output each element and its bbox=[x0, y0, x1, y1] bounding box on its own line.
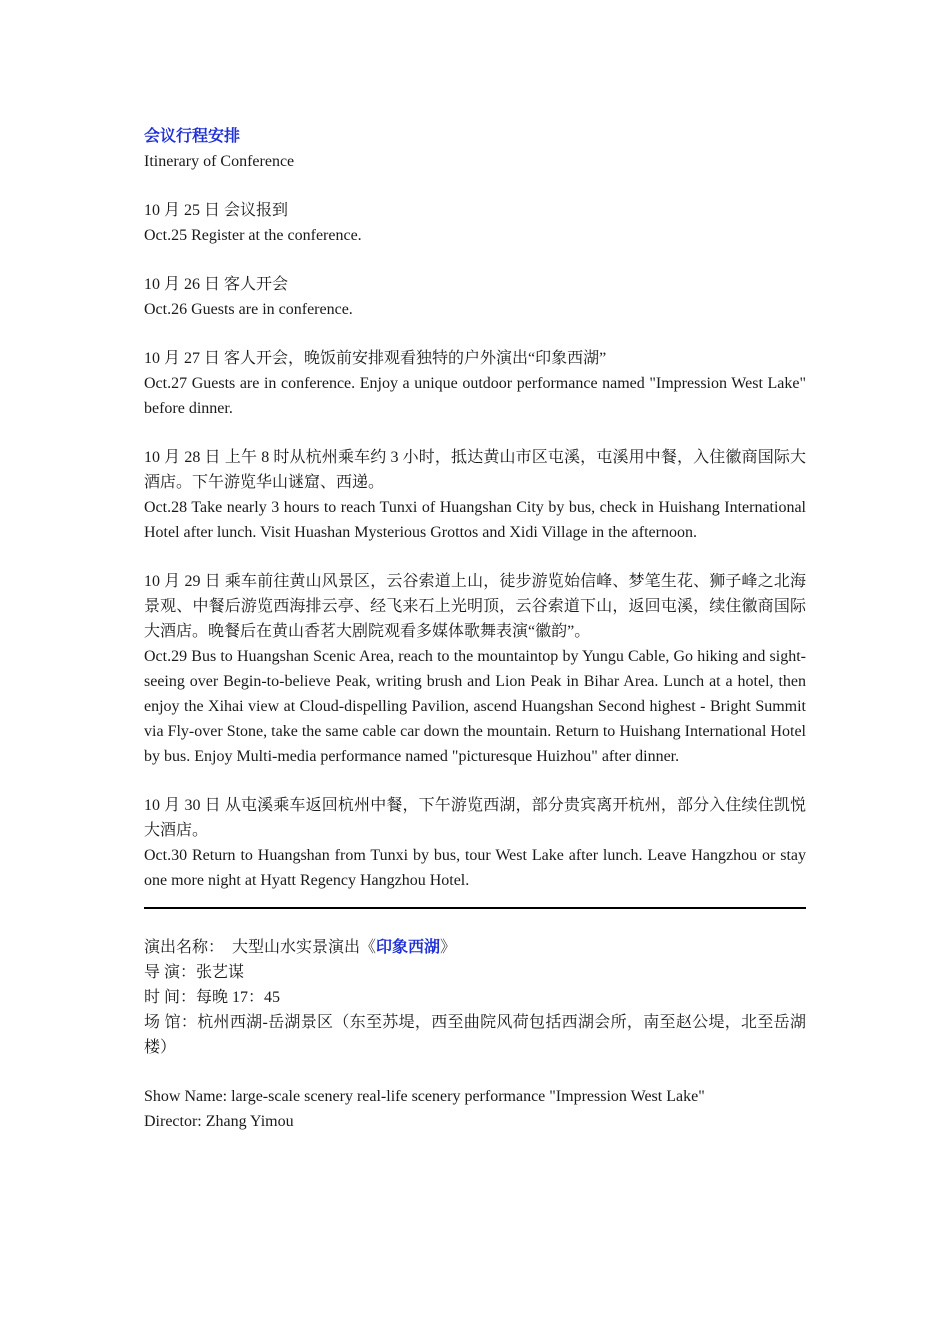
day-description-cn: 10 月 30 日 从屯溪乘车返回杭州中餐，下午游览西湖，部分贵宾离开杭州，部分入住续住凯悦大酒店。 bbox=[144, 797, 806, 839]
itinerary-title-en: Itinerary of Conference bbox=[144, 153, 295, 170]
show-name-highlight: 印象西湖 bbox=[376, 939, 441, 956]
show-name-label: 演出名称： bbox=[144, 939, 225, 956]
day-description-cn: 10 月 25 日 会议报到 bbox=[144, 202, 289, 219]
itinerary-day-oct30 bbox=[144, 793, 806, 893]
itinerary-day-oct25 bbox=[144, 198, 806, 248]
day-description-cn: 10 月 28 日 上午 8 时从杭州乘车约 3 小时，抵达黄山市区屯溪，屯溪用中餐，入住徽商国际大酒店。下午游览华山谜窟、西递。 bbox=[144, 449, 806, 491]
day-description-cn: 10 月 27 日 客人开会，晚饭前安排观看独特的户外演出“印象西湖” bbox=[144, 350, 607, 367]
show-director-en: Director: Zhang Yimou bbox=[144, 1113, 294, 1130]
show-name-en: Show Name: large-scale scenery real-life scenery performance "Impression West Lake" bbox=[144, 1088, 705, 1105]
day-description-en: Oct.28 Take nearly 3 hours to reach Tunxi of Huangshan City by bus, check in Huishang International Hotel after lunch. Visit Huashan Mysterious Grottos and Xidi Village in the afternoon. bbox=[144, 499, 806, 541]
day-description-en: Oct.25 Register at the conference. bbox=[144, 227, 362, 244]
day-description-en: Oct.30 Return to Huangshan from Tunxi by bus, tour West Lake after lunch. Leave Hangzhou or stay one more night at Hyatt Regency Hangzhou Hotel. bbox=[144, 847, 806, 889]
itinerary-day-oct29 bbox=[144, 569, 806, 769]
itinerary-day-oct27 bbox=[144, 346, 806, 421]
show-info-en bbox=[144, 1084, 806, 1134]
show-time-cn: 时 间：每晚 17：45 bbox=[144, 989, 281, 1006]
document-page bbox=[144, 124, 806, 1134]
day-description-en: Oct.26 Guests are in conference. bbox=[144, 301, 353, 318]
itinerary-title-cn: 会议行程安排 bbox=[144, 128, 241, 145]
itinerary-day-oct26 bbox=[144, 272, 806, 322]
day-description-cn: 10 月 29 日 乘车前往黄山风景区，云谷索道上山，徒步游览始信峰、梦笔生花、狮子峰之北海景观、中餐后游览西海排云亭、经飞来石上光明顶，云谷索道下山，返回屯溪，续住徽商国际大酒店。晚餐后在黄山香茗大剧院观看多媒体歌舞表演“徽韵”。 bbox=[144, 573, 806, 640]
day-description-en: Oct.29 Bus to Huangshan Scenic Area, reach to the mountaintop by Yungu Cable, Go hiking and sight-seeing over Begin-to-believe Peak, writing brush and Lion Peak in Bihar Area. Lunch at a hotel, then enjoy the Xihai view at Cloud-dispelling Pavilion, ascend Huangshan Second highest - Bright Summit via Fly-over Stone, take the same cable car down the mountain. Return to Huishang International Hotel by bus. Enjoy Multi-media performance named "picturesque Huizhou" after dinner. bbox=[144, 648, 806, 765]
show-director-cn: 导 演：张艺谋 bbox=[144, 964, 245, 981]
day-description-cn: 10 月 26 日 客人开会 bbox=[144, 276, 289, 293]
show-name-prefix: 大型山水实景演出《 bbox=[232, 939, 377, 956]
show-venue-cn: 场 馆：杭州西湖-岳湖景区（东至苏堤，西至曲院风荷包括西湖会所，南至赵公堤，北至岳湖楼） bbox=[144, 1014, 806, 1056]
show-name-suffix: 》 bbox=[440, 939, 457, 956]
itinerary-day-oct28 bbox=[144, 445, 806, 545]
day-description-en: Oct.27 Guests are in conference. Enjoy a unique outdoor performance named "Impression West Lake" before dinner. bbox=[144, 375, 806, 417]
section-divider bbox=[144, 907, 806, 909]
show-info-cn bbox=[144, 935, 806, 1060]
show-name-cn bbox=[144, 935, 806, 960]
